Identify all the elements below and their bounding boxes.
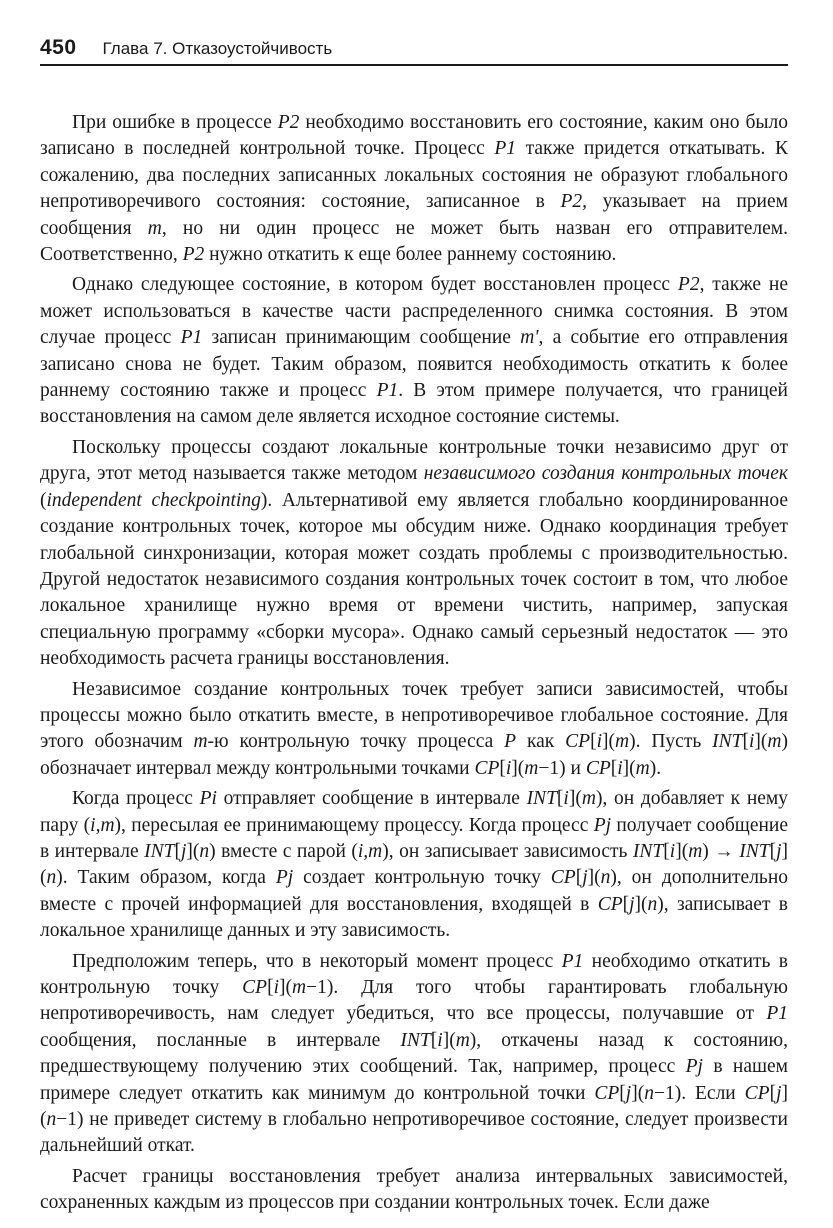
text-segment: , указывает на прием сообщения — [40, 191, 788, 239]
text-segment: Однако следующее состояние, в котором будет восстановлен процесс — [72, 274, 678, 296]
italic-text-segment: i — [669, 840, 676, 862]
text-segment: ]( — [634, 893, 648, 915]
text-segment: Предположим теперь, что в некоторый момент процесс — [72, 950, 562, 972]
italic-text-segment: n — [644, 1082, 654, 1104]
text-segment: Поскольку процессы создают локальные контрольные точки независимо друг от друга, этот метод называется также методом — [40, 436, 788, 485]
italic-text-segment: Pi — [199, 788, 217, 810]
italic-text-segment: m' — [520, 327, 539, 349]
italic-text-segment: P2 — [677, 274, 700, 296]
italic-text-segment: P — [504, 731, 517, 753]
text-segment: ) → — [702, 840, 740, 862]
text-segment: [ — [174, 840, 181, 862]
text-segment: необходимо откатить в контрольную точку — [40, 950, 789, 998]
text-segment: ), он дополнительно вместе с прочей информацией для восстановления, входящей в — [40, 867, 789, 915]
text-segment: Независимое создание контрольных точек требует записи зависимостей, чтобы процессы можно было откатить вместе, в непротиворечивое глобальное состояние. Для этого обозначим — [40, 678, 788, 753]
text-segment: ]( — [631, 1082, 645, 1104]
italic-text-segment: CP — [474, 757, 500, 779]
italic-text-segment: CP — [565, 731, 591, 753]
text-segment: получает сообщение в интервале — [40, 814, 788, 862]
italic-text-segment: m — [688, 840, 703, 862]
italic-text-segment: m — [193, 731, 208, 753]
text-segment: −1) и — [538, 757, 586, 779]
text-segment: . В этом примере получается, что границей восстановления на самом деле является исходное состояние системы. — [40, 380, 788, 428]
text-segment: ) вместе с парой ( — [209, 840, 358, 862]
text-segment: ), пересылая ее принимающему процессу. Когда процесс — [114, 814, 594, 836]
text-segment: ]( — [186, 840, 200, 862]
page-number: 450 — [40, 36, 77, 59]
text-segment: Когда процесс — [72, 788, 200, 810]
text-segment: ( — [40, 489, 47, 511]
italic-text-segment: m — [147, 217, 162, 239]
text-segment: −1) не приведет систему в глобально непротиворечивое состояние, следует произвести дальнейший откат. — [40, 1109, 788, 1157]
italic-text-segment: n — [46, 867, 57, 889]
italic-text-segment: CP — [594, 1082, 620, 1104]
italic-text-segment: i — [563, 788, 569, 810]
text-segment: ]( — [602, 731, 615, 753]
italic-text-segment: n — [199, 840, 210, 862]
text-segment: ). — [649, 757, 662, 779]
italic-text-segment: P2 — [182, 244, 205, 266]
italic-text-segment: INT — [400, 1029, 431, 1051]
italic-text-segment: independent checkpointing — [46, 489, 261, 511]
text-segment: ), он записывает зависимость — [382, 840, 633, 862]
text-segment: ]( — [40, 1082, 788, 1131]
paragraph — [40, 786, 788, 944]
italic-text-segment: P2 — [277, 112, 300, 133]
text-segment: ]( — [279, 977, 292, 998]
italic-text-segment: P1 — [180, 327, 203, 349]
text-segment: ]( — [754, 731, 768, 753]
italic-text-segment: Pj — [275, 867, 294, 889]
italic-text-segment: Pj — [593, 814, 612, 836]
italic-text-segment: Pj — [685, 1056, 703, 1078]
italic-text-segment: m — [615, 731, 630, 753]
text-segment: ). Таким образом, когда — [56, 867, 276, 889]
italic-text-segment: i,m — [90, 814, 115, 836]
italic-text-segment: i,m — [357, 840, 383, 862]
text-segment: [ — [575, 867, 583, 889]
paragraph — [40, 272, 788, 430]
italic-text-segment: m — [524, 757, 539, 779]
text-segment: также придется откатывать. К сожалению, два последних записанных локальных состояния не образуют глобального непротиворечивого состояния: состояние, записанное в — [40, 138, 788, 213]
italic-text-segment: j — [776, 840, 782, 862]
italic-text-segment: j — [625, 1082, 632, 1104]
text-segment: [ — [663, 840, 670, 862]
text-segment: ]( — [40, 840, 789, 889]
text-segment: , а событие его отправления записано снова не будет. Таким образом, появится необходимость откатить к более раннему состоянию также и процесс — [40, 327, 788, 402]
italic-text-segment: CP — [242, 977, 268, 998]
italic-text-segment: i — [617, 757, 623, 779]
text-segment: сообщения, посланные в интервале — [40, 1029, 401, 1051]
text-segment: как — [516, 731, 566, 753]
running-head — [40, 36, 788, 66]
text-segment: ]( — [622, 757, 636, 779]
text-segment: ), он добавляет к нему пару ( — [40, 788, 788, 836]
italic-text-segment: P1 — [376, 380, 399, 402]
italic-text-segment: INT — [144, 840, 175, 862]
text-segment: ]( — [511, 757, 525, 779]
text-segment: отправляет сообщение в интервале — [216, 788, 527, 810]
text-segment: в нашем примере следует откатить как минимум до контрольной точки — [40, 1056, 788, 1104]
text-segment: [ — [769, 1082, 777, 1104]
body-text — [40, 110, 788, 1221]
italic-text-segment: P1 — [766, 1003, 788, 1025]
text-segment: , также не может использоваться в качестве части распределенного снимка состояния. В этом случае процесс — [40, 274, 788, 349]
text-segment: ) обозначает интервал между контрольными точками — [40, 731, 789, 779]
text-segment: При ошибке в процессе — [72, 112, 278, 133]
italic-text-segment: P1 — [494, 138, 517, 160]
text-segment: ). Альтернативой ему является глобально координированное создание контрольных точек, которое мы обсудим ниже. Однако координация требует глобальной синхронизации, которая может создать проблемы с производительностью. Другой недостаток независимого создания контрольных точек состоит в том, что любое локальное хранилище нужно время от времени чистить, например, запуская специальную программу «сборки мусора». Однако самый серьезный недостаток — это необходимость расчета границы восстановления. — [40, 489, 788, 670]
text-segment: [ — [590, 731, 597, 753]
text-segment: ]( — [442, 1029, 456, 1051]
italic-text-segment: j — [776, 1082, 782, 1104]
paragraph — [40, 435, 788, 673]
italic-text-segment: n — [647, 893, 658, 915]
italic-text-segment: P1 — [561, 950, 584, 972]
text-segment: [ — [742, 731, 749, 753]
text-segment: [ — [267, 977, 274, 998]
text-segment: Расчет границы восстановления требует анализа интервальных зависимостей, сохраненных каждым из процессов при создании контрольных точек. Если даже — [40, 1165, 788, 1214]
paragraph — [40, 110, 788, 268]
italic-text-segment: n — [600, 867, 611, 889]
italic-text-segment: j — [582, 867, 588, 889]
italic-text-segment: i — [505, 757, 512, 779]
text-segment: необходимо восстановить его состояние, каким оно было записано в последней контрольной точке. Процесс — [40, 112, 788, 160]
text-segment: ]( — [568, 788, 582, 810]
text-segment: ), записывает в локальное хранилище данных и эту зависимость. — [40, 893, 788, 942]
text-segment: записан принимающим сообщение — [202, 327, 521, 349]
italic-text-segment: CP — [744, 1082, 770, 1104]
text-segment: [ — [610, 757, 618, 779]
italic-text-segment: CP — [585, 757, 611, 779]
text-segment: ]( — [675, 840, 689, 862]
text-segment: -ю контрольную точку процесса — [207, 731, 505, 753]
text-segment: ). Пусть — [629, 731, 713, 753]
italic-text-segment: m — [767, 731, 782, 753]
italic-text-segment: i — [437, 1029, 443, 1051]
italic-text-segment: CP — [597, 893, 623, 915]
text-segment: нужно откатить к еще более раннему состоянию. — [204, 244, 617, 266]
italic-text-segment: m — [455, 1029, 470, 1051]
text-segment: ]( — [587, 867, 601, 889]
text-segment: [ — [430, 1029, 438, 1051]
text-segment: −1). Для того чтобы гарантировать глобальную непротиворечивость, нам следует убедиться, что все процессы, получавшие от — [40, 977, 788, 1025]
text-segment: , но ни один процесс не может быть назван его отправителем. Соответственно, — [40, 217, 788, 266]
italic-text-segment: INT — [632, 840, 664, 862]
italic-text-segment: независимого создания контрольных точек — [423, 463, 788, 485]
text-segment: ), откачены назад к состоянию, предшествующему получению этих сообщений. Так, например, процесс — [40, 1029, 788, 1078]
italic-text-segment: INT — [739, 840, 770, 862]
italic-text-segment: n — [46, 1109, 57, 1131]
italic-text-segment: m — [581, 788, 596, 810]
italic-text-segment: CP — [550, 867, 576, 889]
text-segment: [ — [619, 1082, 626, 1104]
paragraph — [40, 949, 788, 1160]
text-segment: [ — [622, 893, 630, 915]
italic-text-segment: INT — [526, 788, 557, 810]
italic-text-segment: m — [635, 757, 650, 779]
italic-text-segment: i — [749, 731, 755, 753]
italic-text-segment: P2 — [560, 191, 583, 213]
text-segment: создает контрольную точку — [293, 867, 551, 889]
italic-text-segment: i — [273, 977, 279, 998]
text-segment: [ — [556, 788, 564, 810]
italic-text-segment: INT — [712, 731, 743, 753]
paragraph — [40, 677, 788, 783]
italic-text-segment: m — [292, 977, 307, 998]
text-segment: [ — [499, 757, 506, 779]
paragraph — [40, 1164, 788, 1217]
italic-text-segment: j — [629, 893, 635, 915]
text-segment: [ — [769, 840, 777, 862]
italic-text-segment: j — [180, 840, 187, 862]
text-segment: −1). Если — [653, 1082, 745, 1104]
italic-text-segment: i — [596, 731, 602, 753]
chapter-title: Глава 7. Отказоустойчивость — [102, 39, 333, 58]
